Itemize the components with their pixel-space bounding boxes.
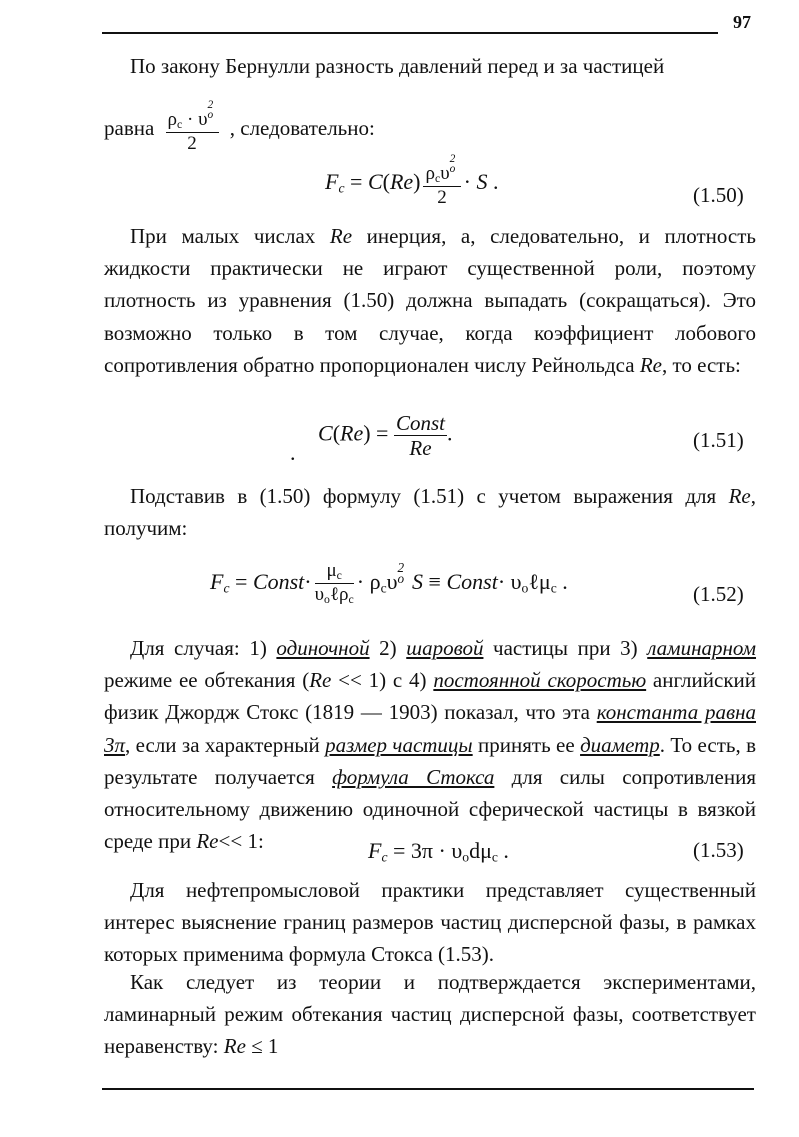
intro-word-therefore: , следовательно: bbox=[229, 115, 375, 140]
intro-line-2 bbox=[104, 98, 375, 155]
equation-1-52: $F_c$ = Const· $\frac{\mu_c}{\upsilon_o\ell\rho_c}$ · $\rho_c\upsilon$ 2 o S ≡ Const· $\upsilon_o\ell\mu_c$ . bbox=[210, 559, 568, 607]
equation-number-1-51: (1.51) bbox=[693, 428, 744, 452]
pressure-fraction: $\rho_c \cdot \upsilon$ 2 o 2 bbox=[166, 106, 219, 154]
footer-rule bbox=[102, 1088, 754, 1090]
equation-1-51: C(Re) = $\frac{\text{Const}}{Re}$ . bbox=[318, 411, 453, 461]
page-number: 97 bbox=[733, 12, 751, 32]
paragraph-stokes: Для случая: 1) одиночной 2) шаровой частицы при 3) ламинарном режиме ее обтекания (Re << 1) с 4) постоянной скоростью английский физик Джордж Стокс (1819 — 1903) показал, что эта константа равна 3π, если за характерный размер частицы принять ее диаметр. То есть, в результате получается формула Стокса для силы сопротивления относительному движению одиночной сферической частицы в вязкой среде при Re<< 1: bbox=[104, 636, 757, 854]
equation-1-53: $F_c = 3\pi \cdot \upsilon_od\mu_c$ . bbox=[368, 838, 509, 865]
header-rule bbox=[102, 32, 718, 34]
intro-line-1: По закону Бернулли разность давлений перед и за частицей bbox=[130, 54, 665, 78]
stray-dot: . bbox=[290, 440, 296, 465]
paragraph-small-re: При малых числах Re инерция, а, следовательно, и плотность жидкости практически не играют существенной роли, поэтому плотность из уравнения (1.50) должна выпадать (сокращаться). Это возможно только в том случае, когда коэффициент лобового сопротивления обратно пропорционален числу Рейнольдса Re, то есть: bbox=[104, 224, 756, 377]
paragraph-substitution: Подставив в (1.50) формулу (1.51) с учетом выражения для Re, получим: bbox=[104, 484, 756, 541]
paragraph-practice: Для нефтепромысловой практики представляет существенный интерес выяснение границ размеров частиц дисперсной фазы, в рамках которых применима формула Стокса (1.53). bbox=[104, 878, 756, 967]
equation-number-1-53: (1.53) bbox=[693, 838, 744, 862]
paragraph-laminar: Как следует из теории и подтверждается экспериментами, ламинарный режим обтекания частиц дисперсной фазы, соответствует неравенству: Re ≤ 1 bbox=[104, 970, 756, 1059]
equation-number-1-52: (1.52) bbox=[693, 582, 744, 606]
equation-1-50: $F_c = C(Re)$ $\rho_c\upsilon$ 2 o 2 · S . bbox=[325, 152, 499, 209]
intro-word-ravna: равна bbox=[104, 115, 155, 140]
equation-number-1-50: (1.50) bbox=[693, 183, 744, 207]
